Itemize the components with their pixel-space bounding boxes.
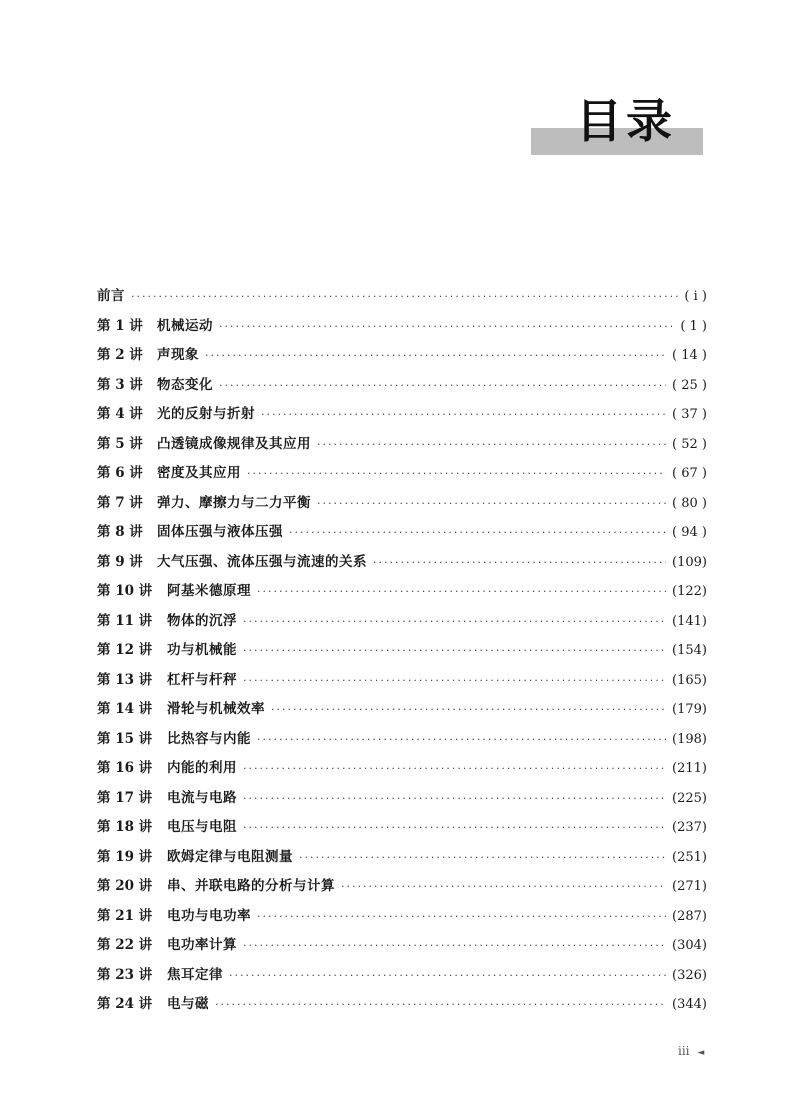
toc-dot-leader xyxy=(243,666,666,696)
toc-dot-leader xyxy=(373,548,666,578)
toc-entry-title: 密度及其应用 xyxy=(157,465,241,481)
toc-chapter-number: 第 8 讲 xyxy=(97,524,143,540)
toc-entry[interactable] xyxy=(97,784,707,814)
toc-dot-leader xyxy=(317,430,666,460)
toc-chapter-number: 第 6 讲 xyxy=(97,465,143,481)
toc-entry[interactable] xyxy=(97,282,707,312)
toc-entry-title: 滑轮与机械效率 xyxy=(167,701,265,717)
toc-chapter-number: 第 14 讲 xyxy=(97,701,153,717)
toc-entry-title: 固体压强与液体压强 xyxy=(157,524,283,540)
toc-dot-leader xyxy=(243,636,666,666)
toc-entry-title: 机械运动 xyxy=(157,317,213,334)
toc-chapter-number: 第 4 讲 xyxy=(97,406,143,422)
toc-entry-title: 声现象 xyxy=(157,347,199,363)
toc-dot-leader xyxy=(247,459,666,489)
toc-entry[interactable] xyxy=(97,666,707,696)
toc-chapter-number: 第 23 讲 xyxy=(97,966,153,983)
toc-page-number: (225) xyxy=(672,790,707,806)
toc-entry-title: 比热容与内能 xyxy=(167,730,251,747)
toc-dot-leader xyxy=(243,813,666,843)
toc-dot-leader xyxy=(257,577,666,607)
toc-dot-leader xyxy=(299,843,666,873)
toc-entry[interactable] xyxy=(97,813,707,843)
toc-dot-leader xyxy=(243,754,666,784)
toc-chapter-number: 第 15 讲 xyxy=(97,730,153,747)
toc-entry[interactable] xyxy=(97,843,707,873)
toc-chapter-number: 第 9 讲 xyxy=(97,553,143,570)
toc-page-number: ( 52 ) xyxy=(672,436,707,452)
footer-marker-icon: ◄ xyxy=(697,1048,705,1058)
toc-page-number: ( 25 ) xyxy=(672,377,707,393)
toc-entry-title: 电与磁 xyxy=(167,996,209,1012)
toc-entry[interactable] xyxy=(97,961,707,991)
toc-page-number: ( 80 ) xyxy=(672,495,707,511)
toc-entry-title: 物体的沉浮 xyxy=(167,612,237,629)
toc-chapter-number: 第 13 讲 xyxy=(97,671,153,688)
toc-entry[interactable] xyxy=(97,990,707,1020)
toc-page-number: (251) xyxy=(672,849,707,865)
toc-entry-title: 欧姆定律与电阻测量 xyxy=(167,848,293,865)
toc-dot-leader xyxy=(219,312,674,342)
toc-entry-title: 内能的利用 xyxy=(167,760,237,776)
toc-entry-title: 电功率计算 xyxy=(167,937,237,953)
toc-entry[interactable] xyxy=(97,548,707,578)
toc-page-number: (179) xyxy=(672,702,707,717)
toc-dot-leader xyxy=(317,489,666,519)
toc-entry-title: 杠杆与杆秤 xyxy=(167,671,237,688)
toc-chapter-number: 第 3 讲 xyxy=(97,376,143,393)
toc-entry[interactable] xyxy=(97,430,707,460)
toc-page-number: (198) xyxy=(672,731,707,747)
toc-page-number: (141) xyxy=(672,613,707,629)
toc-chapter-number: 第 21 讲 xyxy=(97,907,153,924)
toc-entry[interactable] xyxy=(97,931,707,961)
toc-entry-title: 凸透镜成像规律及其应用 xyxy=(157,435,311,452)
toc-dot-leader xyxy=(261,400,666,430)
toc-entry-title: 电压与电阻 xyxy=(167,819,237,835)
toc-dot-leader xyxy=(341,872,666,902)
toc-chapter-number: 第 20 讲 xyxy=(97,878,153,894)
toc-dot-leader xyxy=(243,607,666,637)
toc-entry[interactable] xyxy=(97,636,707,666)
toc-entry[interactable] xyxy=(97,872,707,902)
toc-entry-title: 物态变化 xyxy=(157,376,213,393)
toc-page-number: (154) xyxy=(672,643,707,658)
toc-entry[interactable] xyxy=(97,459,707,489)
toc-chapter-number: 第 16 讲 xyxy=(97,760,153,776)
toc-dot-leader xyxy=(243,931,666,961)
toc-dot-leader xyxy=(215,990,666,1020)
toc-entry-title: 焦耳定律 xyxy=(167,966,223,983)
toc-dot-leader xyxy=(271,695,666,725)
toc-dot-leader xyxy=(205,341,666,371)
toc-entry[interactable] xyxy=(97,607,707,637)
toc-entry[interactable] xyxy=(97,489,707,519)
toc-entry[interactable] xyxy=(97,371,707,401)
toc-entry-title: 功与机械能 xyxy=(167,642,237,658)
toc-page-number: (211) xyxy=(672,761,707,776)
toc-chapter-number: 第 12 讲 xyxy=(97,642,153,658)
toc-page-number: (165) xyxy=(672,672,707,688)
toc-chapter-number: 第 19 讲 xyxy=(97,848,153,865)
toc-page-number: (271) xyxy=(672,879,707,894)
toc-entry[interactable] xyxy=(97,695,707,725)
toc-entry-title: 阿基米德原理 xyxy=(167,583,251,599)
toc-page-number: ( 14 ) xyxy=(672,348,707,363)
toc-dot-leader xyxy=(257,725,666,755)
toc-page-number: ( ⅰ ) xyxy=(684,289,707,304)
toc-chapter-number: 第 10 讲 xyxy=(97,583,153,599)
toc-dot-leader xyxy=(289,518,666,548)
toc-page-number: ( 1 ) xyxy=(680,318,707,334)
toc-page-number: ( 37 ) xyxy=(672,407,707,422)
toc-chapter-number: 第 22 讲 xyxy=(97,937,153,953)
toc-chapter-number: 第 17 讲 xyxy=(97,789,153,806)
toc-entry[interactable] xyxy=(97,312,707,342)
toc-dot-leader xyxy=(243,784,666,814)
toc-entry-title: 电流与电路 xyxy=(167,789,237,806)
toc-chapter-number: 第 7 讲 xyxy=(97,494,143,511)
toc-chapter-number: 第 2 讲 xyxy=(97,347,143,363)
toc-dot-leader xyxy=(257,902,666,932)
toc-chapter-number: 第 5 讲 xyxy=(97,435,143,452)
footer-page-number: ⅲ xyxy=(678,1044,690,1058)
toc-dot-leader xyxy=(219,371,666,401)
toc-entry-title: 前言 xyxy=(97,288,125,304)
toc-page-number: (122) xyxy=(672,584,707,599)
toc-entry-title: 弹力、摩擦力与二力平衡 xyxy=(157,494,311,511)
toc-dot-leader xyxy=(229,961,666,991)
toc-chapter-number: 第 1 讲 xyxy=(97,317,143,334)
toc-entry[interactable] xyxy=(97,518,707,548)
toc-entry[interactable] xyxy=(97,341,707,371)
toc-page-number: (326) xyxy=(672,967,707,983)
toc-entry[interactable] xyxy=(97,400,707,430)
toc-entry-title: 大气压强、流体压强与流速的关系 xyxy=(157,553,367,570)
toc-page-number: (344) xyxy=(672,997,707,1012)
toc-entry[interactable] xyxy=(97,577,707,607)
toc-entry-title: 电功与电功率 xyxy=(167,907,251,924)
page-title: 目录 xyxy=(576,94,676,148)
toc-chapter-number: 第 24 讲 xyxy=(97,996,153,1012)
toc-dot-leader xyxy=(131,282,678,312)
toc-chapter-number: 第 18 讲 xyxy=(97,819,153,835)
toc-chapter-number: 第 11 讲 xyxy=(97,612,153,629)
toc-entry[interactable] xyxy=(97,725,707,755)
toc-page-number: (237) xyxy=(672,820,707,835)
toc-page-number: (287) xyxy=(672,908,707,924)
toc-page-number: (109) xyxy=(672,554,707,570)
toc-entry[interactable] xyxy=(97,902,707,932)
toc-entry[interactable] xyxy=(97,754,707,784)
toc-page-number: (304) xyxy=(672,938,707,953)
toc-page-number: ( 67 ) xyxy=(672,466,707,481)
toc-page-number: ( 94 ) xyxy=(672,525,707,540)
page-footer xyxy=(678,1044,704,1058)
table-of-contents xyxy=(97,282,707,1020)
toc-entry-title: 串、并联电路的分析与计算 xyxy=(167,878,335,894)
toc-entry-title: 光的反射与折射 xyxy=(157,406,255,422)
